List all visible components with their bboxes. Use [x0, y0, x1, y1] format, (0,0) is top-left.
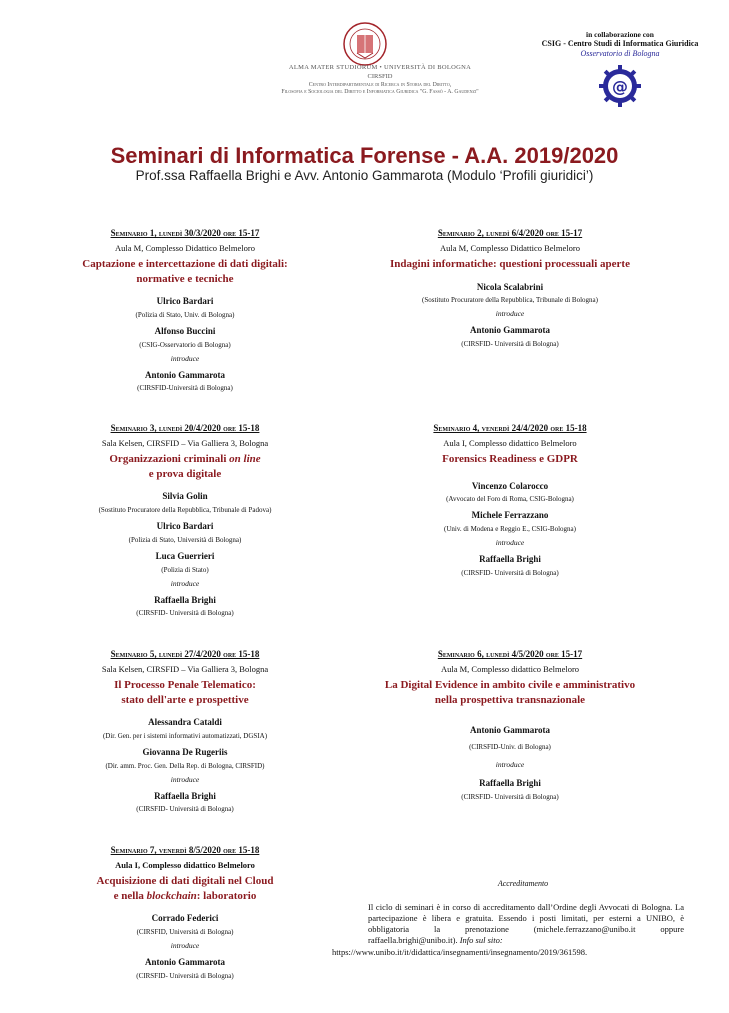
introducer-name: Antonio Gammarota — [144, 369, 226, 380]
speaker-name: Ulrico Bardari — [156, 296, 214, 307]
introducer-affiliation: (CIRSFID-Università di Bologna) — [137, 384, 233, 393]
intro-label: introduce — [495, 309, 525, 319]
page-subtitle: Prof.ssa Raffaella Brighi e Avv. Antonio Gammarota (Modulo ‘Profili giuridici’) — [135, 168, 594, 183]
accreditation-title: Accreditamento — [497, 879, 549, 888]
department-desc-line1: Centro Interdipartimentale di Ricerca in Storia del Diritto, — [308, 81, 452, 88]
intro-label: introduce — [495, 760, 525, 770]
seminar-heading: Seminario 3, lunedì 20/4/2020 ore 15-18 — [110, 423, 260, 433]
seminar-topic — [40, 452, 330, 482]
topic-line: e prova digitale — [148, 467, 222, 480]
seminar-topic — [345, 257, 675, 272]
speaker-affiliation: (Polizia di Stato, Università di Bologna) — [128, 535, 242, 544]
seminar-place: Aula M, Complesso didattico Belmeloro — [440, 663, 580, 674]
accreditation-body — [368, 902, 684, 946]
introducer-affiliation: (CIRSFID- Università di Bologna) — [136, 805, 234, 814]
introducer-affiliation: (CIRSFID- Università di Bologna) — [136, 609, 234, 618]
topic-line: Acquisizione di dati digitali nel Cloud — [96, 874, 274, 887]
seminar-1 — [40, 228, 330, 394]
speaker-affiliation: (Sostituto Procuratore della Repubblica, Tribunale di Padova) — [98, 506, 272, 515]
introducer-affiliation: (CIRSFID- Università di Bologna) — [461, 792, 559, 801]
introducer-affiliation: (CIRSFID- Università di Bologna) — [461, 339, 559, 348]
topic-italic: blockchain — [146, 889, 197, 902]
collab-label: in collaborazione con — [586, 30, 654, 39]
department-desc-line2: Filosofia e Sociologia del Diritto e Informatica Giuridica "G. Fassò - A. Gaudenzi" — [281, 89, 479, 96]
seminar-3 — [40, 423, 330, 618]
seminar-place: Aula I, Complesso didattico Belmeloro — [115, 859, 255, 870]
seminar-place: Sala Kelsen, CIRSFID – Via Galliera 3, Bologna — [101, 663, 269, 674]
seminar-2 — [345, 228, 675, 349]
speaker-name: Vincenzo Colarocco — [471, 480, 549, 491]
speaker-affiliation: (Dir. Gen. per i sistemi informativi automatizzati, DGSIA) — [102, 732, 268, 741]
speaker-affiliation: (CIRSFID, Università di Bologna) — [136, 928, 234, 937]
speaker-name: Silvia Golin — [162, 491, 208, 502]
seminar-4 — [345, 423, 675, 578]
introducer-affiliation: (CIRSFID- Università di Bologna) — [461, 568, 559, 577]
introducer-name: Raffaella Brighi — [154, 594, 216, 605]
topic-line: La Digital Evidence in ambito civile e amministrativo — [384, 678, 636, 691]
speaker-name: Luca Guerrieri — [155, 550, 215, 561]
university-name: ALMA MATER STUDIORUM • UNIVERSITÀ DI BOLOGNA — [288, 64, 472, 71]
introducer-name: Antonio Gammarota — [144, 956, 226, 967]
seminar-topic — [345, 452, 675, 467]
seminar-topic — [40, 874, 330, 904]
svg-text:@: @ — [612, 77, 628, 96]
topic-line: Indagini informatiche: questioni processuali aperte — [390, 257, 630, 270]
intro-label: introduce — [170, 353, 200, 363]
csig-at-gear-icon — [598, 64, 642, 108]
topic-line: stato dell'arte e prospettive — [121, 693, 249, 706]
speaker-name: Alessandra Cataldi — [148, 717, 222, 728]
topic-line: Organizzazioni criminali — [109, 452, 230, 465]
accreditation-text: Il ciclo di seminari è in corso di accreditamento dall’Ordine degli Avvocati di Bologna. La partecipazione è libera e gratuita. Essendo i posti limitati, per esterni a UNIBO, è obbligatoria la prenotazione (michele.ferrazzano@unibo.it oppure raffaella.brighi@unibo.it). — [368, 902, 684, 946]
topic-line: normative e tecniche — [136, 272, 234, 285]
info-label: Info sul sito: — [459, 935, 503, 946]
seminar-heading: Seminario 4, venerdì 24/4/2020 ore 15-18 — [433, 423, 587, 433]
intro-label: introduce — [170, 774, 200, 784]
introducer-name: Raffaella Brighi — [154, 790, 216, 801]
speaker-affiliation: (Dir. amm. Proc. Gen. Della Rep. di Bologna, CIRSFID) — [105, 761, 265, 770]
topic-italic: on line — [229, 452, 261, 465]
introducer-name: Raffaella Brighi — [479, 777, 541, 788]
seminar-place: Sala Kelsen, CIRSFID – Via Galliera 3, Bologna — [101, 437, 269, 448]
seminar-place: Aula M, Complesso Didattico Belmeloro — [440, 242, 580, 253]
partner-name: CSIG - Centro Studi di Informatica Giuridica — [541, 39, 699, 49]
intro-label: introduce — [495, 538, 525, 548]
introducer-name: Antonio Gammarota — [469, 325, 551, 336]
university-header — [230, 64, 530, 97]
accreditation-section — [332, 879, 684, 957]
speaker-affiliation: (CIRSFID-Univ. di Bologna) — [469, 743, 551, 752]
seminar-topic — [40, 257, 330, 287]
seminar-7 — [40, 845, 330, 981]
partner-branch: Osservatorio di Bologna — [580, 49, 660, 59]
topic-line: : laboratorio — [196, 889, 257, 902]
page-title: Seminari di Informatica Forense - A.A. 2019/2020 — [110, 143, 619, 168]
partner-header — [520, 30, 720, 59]
introducer-affiliation: (CIRSFID- Università di Bologna) — [136, 971, 234, 980]
seminar-6 — [345, 649, 675, 802]
speaker-affiliation: (CSIG-Osservatorio di Bologna) — [139, 340, 231, 349]
speaker-name: Antonio Gammarota — [469, 725, 551, 736]
topic-line: e nella — [113, 889, 147, 902]
speaker-affiliation: (Polizia di Stato) — [161, 565, 209, 574]
speaker-name: Giovanna De Rugeriis — [142, 747, 228, 758]
speaker-affiliation: (Sostituto Procuratore della Repubblica, Tribunale di Bologna) — [422, 296, 598, 305]
seminar-place: Aula I, Complesso didattico Belmeloro — [443, 437, 577, 448]
speaker-name: Corrado Federici — [151, 913, 219, 924]
intro-label: introduce — [170, 578, 200, 588]
introducer-name: Raffaella Brighi — [479, 553, 541, 564]
speaker-affiliation: (Univ. di Modena e Reggio E., CSIG-Bologna) — [444, 525, 576, 534]
speaker-affiliation: (Avvocato del Foro di Roma, CSIG-Bologna) — [446, 495, 574, 504]
seminar-heading: Seminario 6, lunedì 4/5/2020 ore 15-17 — [437, 649, 583, 659]
seminar-place: Aula M, Complesso Didattico Belmeloro — [115, 242, 255, 253]
speaker-name: Nicola Scalabrini — [476, 281, 544, 292]
seminar-5 — [40, 649, 330, 815]
topic-line: Forensics Readiness e GDPR — [442, 452, 578, 465]
course-url-link[interactable]: https://www.unibo.it/it/didattica/insegnamenti/insegnamento/2019/361598. — [332, 947, 588, 958]
seminar-heading: Seminario 7, venerdì 8/5/2020 ore 15-18 — [110, 845, 260, 855]
seminar-topic — [345, 678, 675, 708]
speaker-affiliation: (Polizia di Stato, Univ. di Bologna) — [135, 311, 235, 320]
university-seal-icon — [343, 22, 387, 66]
seminar-heading: Seminario 2, lunedì 6/4/2020 ore 15-17 — [437, 228, 583, 238]
topic-line: Captazione e intercettazione di dati digitali: — [82, 257, 288, 270]
seminar-topic — [40, 678, 330, 708]
department-name: CIRSFID — [367, 72, 393, 80]
speaker-name: Ulrico Bardari — [156, 521, 214, 532]
intro-label: introduce — [170, 941, 200, 951]
topic-line: nella prospettiva transnazionale — [434, 693, 586, 706]
speaker-name: Alfonso Buccini — [154, 326, 216, 337]
seminar-heading: Seminario 5, lunedì 27/4/2020 ore 15-18 — [110, 649, 260, 659]
speaker-name: Michele Ferrazzano — [471, 510, 549, 521]
seminar-heading: Seminario 1, lunedì 30/3/2020 ore 15-17 — [110, 228, 260, 238]
topic-line: Il Processo Penale Telematico: — [114, 678, 256, 691]
